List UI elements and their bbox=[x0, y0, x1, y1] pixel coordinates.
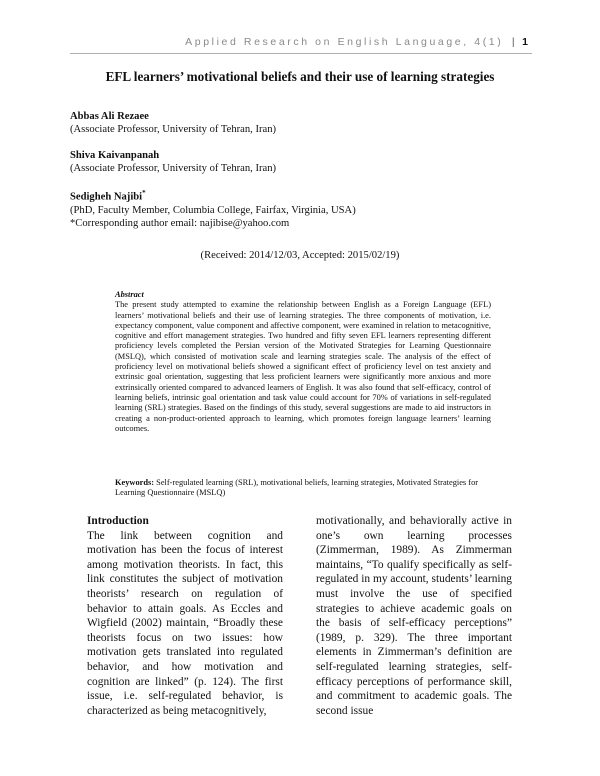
left-column-text: The link between cognition and motivation has been the focus of interest among motivation theorists. In fact, this link constitutes the subject of motivation theorists’ research on regulation of behavior to attain goals. As Eccles and Wigfield (2002) maintain, “Broadly these theorists focus on two issues: how motivation gets translated into regulated behavior, and how motivation and cognition are linked” (p. 124). The first issue, i.e. self-regulated behavior, is characterized as being metacognitively, bbox=[87, 529, 283, 717]
paper-title: EFL learners’ motivational beliefs and their use of learning strategies bbox=[105, 69, 495, 84]
author-block-3 bbox=[70, 187, 356, 230]
author-block-1 bbox=[70, 110, 276, 136]
abstract-body: The present study attempted to examine the relationship between English as a Foreign Language (EFL) learners’ motivational beliefs and their use of learning strategies. The three components of motivation, i.e. expectancy component, value component and affective component, were examined in relation to metacognitive, cognitive and effort management strategies. Two hundred and fifty seven EFL learners representing different proficiency levels completed the Persian version of the Motivated Strategies for Learning Questionnaire (MSLQ), which consisted of motivation scale and learning strategies scale. The analysis of the effect of proficiency level on motivational beliefs showed a significant effect of proficiency level on test anxiety and extrinsic goal orientation, suggesting that less proficient learners were significantly more anxious and more extrinsically oriented compared to advanced learners of English. It was also found that self-efficacy, control of learning beliefs, intrinsic goal orientation and task value could account for 70% of variations in self-regulated learning (SRL) strategies. Based on the findings of this study, several suggestions are made to aid instructors in creating a non-product-oriented approach to learning, which promotes foreign language learners’ learning outcomes. bbox=[115, 300, 491, 433]
page-separator: | bbox=[511, 36, 515, 48]
abstract bbox=[115, 290, 491, 434]
keywords-text: Self-regulated learning (SRL), motivational beliefs, learning strategies, Motivated Strategies for Learning Questionnaire (MSLQ) bbox=[115, 478, 479, 498]
keywords-label: Keywords: bbox=[115, 478, 155, 487]
author-name: Abbas Ali Rezaee bbox=[70, 111, 149, 122]
corresponding-email: *Corresponding author email: najibise@yahoo.com bbox=[70, 217, 290, 229]
received-dates: (Received: 2014/12/03, Accepted: 2015/02/19) bbox=[200, 250, 400, 261]
author-name: Sedigheh Najibi bbox=[70, 191, 143, 203]
header-rule bbox=[70, 53, 532, 54]
body-column-right bbox=[316, 514, 512, 718]
author-affiliation: (Associate Professor, University of Tehran, Iran) bbox=[70, 163, 277, 174]
keywords bbox=[115, 478, 491, 499]
author-name-row bbox=[70, 187, 356, 204]
section-heading-introduction: Introduction bbox=[87, 515, 149, 527]
author-name: Shiva Kaivanpanah bbox=[70, 150, 160, 161]
corresponding-mark: * bbox=[142, 189, 146, 197]
running-head bbox=[185, 36, 528, 48]
author-affiliation: (PhD, Faculty Member, Columbia College, Fairfax, Virginia, USA) bbox=[70, 204, 356, 216]
right-column-text: motivationally, and behaviorally active in one’s own learning processes (Zimmerman, 1989). As Zimmerman maintains, “To qualify specifically as self-regulated in my account, students’ learning must involve the use of specified strategies to achieve academic goals on the basis of self-efficacy perceptions” (1989, p. 329). The three important elements in Zimmerman’s definition are self-regulated learning strategies, self-efficacy perceptions of performance skill, and commitment to academic goals. The second issue bbox=[316, 515, 512, 717]
page-number: 1 bbox=[522, 36, 528, 48]
journal-name: Applied Research on English Language, 4(1) bbox=[185, 36, 504, 48]
body-column-left bbox=[87, 514, 283, 718]
author-affiliation: (Associate Professor, University of Tehran, Iran) bbox=[70, 124, 277, 135]
author-block-2 bbox=[70, 149, 276, 175]
abstract-heading: Abstract bbox=[115, 290, 144, 299]
